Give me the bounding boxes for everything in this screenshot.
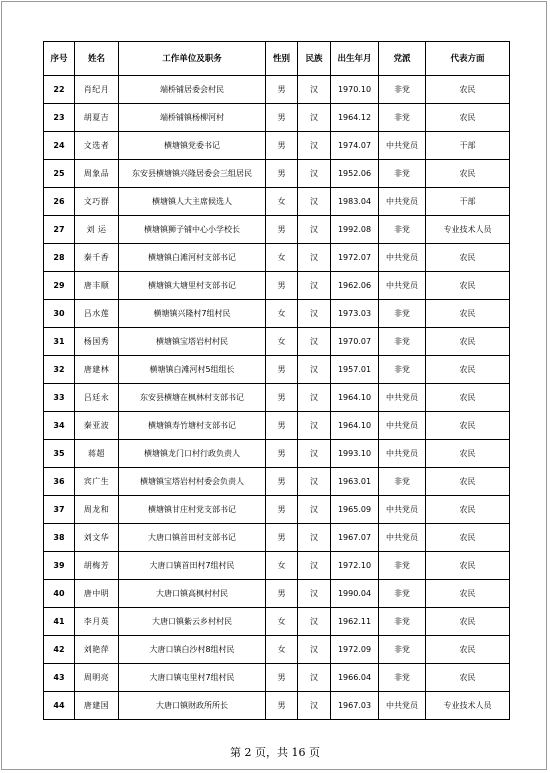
table-row — [44, 496, 510, 524]
cell-gender: 男 — [266, 692, 298, 720]
cell-name: 胡梅芳 — [75, 552, 119, 580]
cell-party: 中共党员 — [379, 384, 426, 412]
cell-gender: 男 — [266, 524, 298, 552]
cell-party: 中共党员 — [379, 524, 426, 552]
cell-gender: 男 — [266, 160, 298, 188]
table-row — [44, 356, 510, 384]
cell-index: 22 — [44, 76, 75, 104]
cell-unit: 横塘镇寿竹塘村支部书记 — [119, 412, 266, 440]
cell-gender: 男 — [266, 104, 298, 132]
cell-gender: 男 — [266, 412, 298, 440]
cell-gender: 男 — [266, 440, 298, 468]
cell-sector: 农民 — [426, 160, 510, 188]
cell-unit: 大唐口镇首田村支部书记 — [119, 524, 266, 552]
cell-party: 非党 — [379, 580, 426, 608]
cell-unit: 横塘镇狮子铺中心小学校长 — [119, 216, 266, 244]
cell-index: 37 — [44, 496, 75, 524]
cell-unit: 大唐口镇屯里村7组村民 — [119, 664, 266, 692]
table-row — [44, 552, 510, 580]
cell-index: 28 — [44, 244, 75, 272]
cell-index: 34 — [44, 412, 75, 440]
table-row — [44, 580, 510, 608]
cell-sector: 农民 — [426, 244, 510, 272]
page-footer: 第 2 页，共 16 页 — [230, 746, 320, 759]
cell-index: 40 — [44, 580, 75, 608]
roster-table — [43, 41, 510, 720]
cell-sector: 农民 — [426, 552, 510, 580]
cell-unit: 横塘镇宝塔岩村村民 — [119, 328, 266, 356]
cell-party: 中共党员 — [379, 692, 426, 720]
cell-name: 吕廷永 — [75, 384, 119, 412]
table-row — [44, 132, 510, 160]
cell-unit: 横塘镇龙门口村行政负责人 — [119, 440, 266, 468]
cell-gender: 女 — [266, 244, 298, 272]
cell-sector: 农民 — [426, 524, 510, 552]
cell-ethnicity: 汉 — [298, 300, 331, 328]
cell-unit: 横塘镇人大主席候选人 — [119, 188, 266, 216]
cell-gender: 女 — [266, 188, 298, 216]
table-row — [44, 244, 510, 272]
cell-unit: 横塘镇甘庄村党支部书记 — [119, 496, 266, 524]
cell-birth: 1973.03 — [331, 300, 379, 328]
cell-unit: 大唐口镇紫云乡村村民 — [119, 608, 266, 636]
cell-ethnicity: 汉 — [298, 580, 331, 608]
cell-unit: 大唐口镇白沙村8组村民 — [119, 636, 266, 664]
cell-gender: 男 — [266, 132, 298, 160]
cell-unit: 横塘镇兴隆村7组村民 — [119, 300, 266, 328]
header-unit: 工作单位及职务 — [119, 42, 266, 76]
cell-gender: 男 — [266, 468, 298, 496]
cell-birth: 1974.07 — [331, 132, 379, 160]
cell-sector: 农民 — [426, 412, 510, 440]
cell-birth: 1964.10 — [331, 384, 379, 412]
header-party: 党派 — [379, 42, 426, 76]
cell-unit: 端桥铺镇杨柳河村 — [119, 104, 266, 132]
cell-sector: 农民 — [426, 636, 510, 664]
cell-index: 30 — [44, 300, 75, 328]
table-row — [44, 524, 510, 552]
cell-index: 31 — [44, 328, 75, 356]
cell-ethnicity: 汉 — [298, 216, 331, 244]
cell-ethnicity: 汉 — [298, 412, 331, 440]
cell-gender: 女 — [266, 328, 298, 356]
cell-party: 非党 — [379, 356, 426, 384]
cell-sector: 干部 — [426, 132, 510, 160]
cell-party: 非党 — [379, 300, 426, 328]
cell-index: 25 — [44, 160, 75, 188]
cell-unit: 东安县横塘在枫林村支部书记 — [119, 384, 266, 412]
cell-unit: 横塘镇宝塔岩村村委会负责人 — [119, 468, 266, 496]
cell-ethnicity: 汉 — [298, 524, 331, 552]
cell-ethnicity: 汉 — [298, 440, 331, 468]
cell-name: 文巧群 — [75, 188, 119, 216]
cell-ethnicity: 汉 — [298, 272, 331, 300]
cell-birth: 1952.06 — [331, 160, 379, 188]
cell-party: 非党 — [379, 216, 426, 244]
cell-ethnicity: 汉 — [298, 132, 331, 160]
cell-index: 27 — [44, 216, 75, 244]
cell-ethnicity: 汉 — [298, 328, 331, 356]
cell-birth: 1962.06 — [331, 272, 379, 300]
cell-gender: 男 — [266, 496, 298, 524]
cell-gender: 男 — [266, 76, 298, 104]
cell-ethnicity: 汉 — [298, 104, 331, 132]
cell-ethnicity: 汉 — [298, 496, 331, 524]
cell-sector: 农民 — [426, 608, 510, 636]
cell-name: 唐中明 — [75, 580, 119, 608]
cell-birth: 1983.04 — [331, 188, 379, 216]
cell-index: 26 — [44, 188, 75, 216]
cell-index: 43 — [44, 664, 75, 692]
header-index: 序号 — [44, 42, 75, 76]
table-row — [44, 636, 510, 664]
cell-birth: 1966.04 — [331, 664, 379, 692]
cell-sector: 农民 — [426, 104, 510, 132]
cell-gender: 女 — [266, 608, 298, 636]
cell-sector: 农民 — [426, 664, 510, 692]
cell-ethnicity: 汉 — [298, 356, 331, 384]
cell-gender: 男 — [266, 272, 298, 300]
cell-gender: 女 — [266, 300, 298, 328]
cell-ethnicity: 汉 — [298, 244, 331, 272]
table-header-row — [44, 42, 510, 76]
cell-sector: 农民 — [426, 468, 510, 496]
cell-unit: 端桥铺居委会村民 — [119, 76, 266, 104]
header-gender: 性别 — [266, 42, 298, 76]
cell-birth: 1992.08 — [331, 216, 379, 244]
table-row — [44, 384, 510, 412]
cell-unit: 横塘镇白滩河村5组组长 — [119, 356, 266, 384]
cell-name: 刘艳萍 — [75, 636, 119, 664]
cell-birth: 1970.10 — [331, 76, 379, 104]
cell-party: 中共党员 — [379, 496, 426, 524]
cell-name: 宾广生 — [75, 468, 119, 496]
cell-party: 中共党员 — [379, 132, 426, 160]
cell-name: 唐丰顺 — [75, 272, 119, 300]
cell-unit: 大唐口镇高枫村村民 — [119, 580, 266, 608]
table-row — [44, 440, 510, 468]
cell-unit: 东安县横塘镇兴隆居委会三组居民 — [119, 160, 266, 188]
cell-ethnicity: 汉 — [298, 692, 331, 720]
cell-gender: 女 — [266, 552, 298, 580]
table-row — [44, 468, 510, 496]
cell-birth: 1965.09 — [331, 496, 379, 524]
cell-unit: 横塘镇白滩河村支部书记 — [119, 244, 266, 272]
cell-name: 吕水莲 — [75, 300, 119, 328]
table-row — [44, 160, 510, 188]
cell-party: 非党 — [379, 328, 426, 356]
cell-gender: 男 — [266, 216, 298, 244]
cell-gender: 男 — [266, 580, 298, 608]
cell-unit: 大唐口镇首田村7组村民 — [119, 552, 266, 580]
cell-sector: 农民 — [426, 300, 510, 328]
table-row — [44, 664, 510, 692]
cell-name: 唐建林 — [75, 356, 119, 384]
cell-sector: 专业技术人员 — [426, 216, 510, 244]
cell-party: 非党 — [379, 552, 426, 580]
cell-index: 32 — [44, 356, 75, 384]
table-row — [44, 412, 510, 440]
cell-sector: 农民 — [426, 272, 510, 300]
cell-index: 29 — [44, 272, 75, 300]
cell-ethnicity: 汉 — [298, 468, 331, 496]
cell-gender: 男 — [266, 664, 298, 692]
cell-ethnicity: 汉 — [298, 552, 331, 580]
cell-birth: 1964.12 — [331, 104, 379, 132]
cell-name: 秦千香 — [75, 244, 119, 272]
cell-index: 36 — [44, 468, 75, 496]
cell-ethnicity: 汉 — [298, 636, 331, 664]
cell-sector: 农民 — [426, 384, 510, 412]
cell-party: 中共党员 — [379, 188, 426, 216]
cell-index: 42 — [44, 636, 75, 664]
cell-ethnicity: 汉 — [298, 76, 331, 104]
cell-index: 33 — [44, 384, 75, 412]
table-row — [44, 104, 510, 132]
header-name: 姓名 — [75, 42, 119, 76]
cell-party: 非党 — [379, 468, 426, 496]
table-row — [44, 328, 510, 356]
cell-ethnicity: 汉 — [298, 188, 331, 216]
cell-ethnicity: 汉 — [298, 384, 331, 412]
cell-name: 文选者 — [75, 132, 119, 160]
cell-sector: 农民 — [426, 580, 510, 608]
cell-unit: 横塘镇党委书记 — [119, 132, 266, 160]
cell-birth: 1970.07 — [331, 328, 379, 356]
cell-name: 秦亚波 — [75, 412, 119, 440]
cell-birth: 1990.04 — [331, 580, 379, 608]
table-row — [44, 692, 510, 720]
table-row — [44, 608, 510, 636]
cell-party: 非党 — [379, 104, 426, 132]
cell-sector: 专业技术人员 — [426, 692, 510, 720]
cell-name: 周象品 — [75, 160, 119, 188]
cell-index: 41 — [44, 608, 75, 636]
table-body — [44, 76, 510, 720]
cell-birth: 1967.07 — [331, 524, 379, 552]
cell-name: 周明亮 — [75, 664, 119, 692]
cell-name: 杨国秀 — [75, 328, 119, 356]
cell-party: 非党 — [379, 636, 426, 664]
cell-name: 肖纪月 — [75, 76, 119, 104]
cell-birth: 1964.10 — [331, 412, 379, 440]
cell-name: 刘 运 — [75, 216, 119, 244]
cell-birth: 1967.03 — [331, 692, 379, 720]
cell-index: 39 — [44, 552, 75, 580]
cell-party: 中共党员 — [379, 412, 426, 440]
cell-index: 38 — [44, 524, 75, 552]
cell-name: 周龙和 — [75, 496, 119, 524]
cell-sector: 农民 — [426, 328, 510, 356]
cell-party: 非党 — [379, 664, 426, 692]
cell-party: 中共党员 — [379, 272, 426, 300]
cell-sector: 农民 — [426, 356, 510, 384]
cell-index: 35 — [44, 440, 75, 468]
cell-name: 胡夏吉 — [75, 104, 119, 132]
cell-birth: 1957.01 — [331, 356, 379, 384]
cell-unit: 横塘镇大塘里村支部书记 — [119, 272, 266, 300]
header-sector: 代表方面 — [426, 42, 510, 76]
cell-sector: 农民 — [426, 440, 510, 468]
table-row — [44, 188, 510, 216]
header-birth: 出生年月 — [331, 42, 379, 76]
cell-ethnicity: 汉 — [298, 664, 331, 692]
cell-birth: 1993.10 — [331, 440, 379, 468]
cell-gender: 男 — [266, 356, 298, 384]
cell-unit: 大唐口镇财政所所长 — [119, 692, 266, 720]
cell-name: 唐建国 — [75, 692, 119, 720]
cell-birth: 1963.01 — [331, 468, 379, 496]
cell-sector: 干部 — [426, 188, 510, 216]
cell-gender: 男 — [266, 384, 298, 412]
cell-ethnicity: 汉 — [298, 608, 331, 636]
cell-index: 23 — [44, 104, 75, 132]
table-row — [44, 272, 510, 300]
cell-name: 蒋超 — [75, 440, 119, 468]
cell-ethnicity: 汉 — [298, 160, 331, 188]
header-ethnicity: 民族 — [298, 42, 331, 76]
cell-gender: 女 — [266, 636, 298, 664]
table-row — [44, 76, 510, 104]
cell-sector: 农民 — [426, 76, 510, 104]
table-row — [44, 300, 510, 328]
cell-party: 中共党员 — [379, 244, 426, 272]
cell-party: 非党 — [379, 76, 426, 104]
cell-name: 李月英 — [75, 608, 119, 636]
cell-party: 非党 — [379, 160, 426, 188]
table-row — [44, 216, 510, 244]
cell-party: 中共党员 — [379, 440, 426, 468]
cell-party: 非党 — [379, 608, 426, 636]
cell-birth: 1972.09 — [331, 636, 379, 664]
cell-sector: 农民 — [426, 496, 510, 524]
cell-index: 24 — [44, 132, 75, 160]
cell-name: 刘文华 — [75, 524, 119, 552]
cell-birth: 1962.11 — [331, 608, 379, 636]
cell-index: 44 — [44, 692, 75, 720]
cell-birth: 1972.10 — [331, 552, 379, 580]
cell-birth: 1972.07 — [331, 244, 379, 272]
